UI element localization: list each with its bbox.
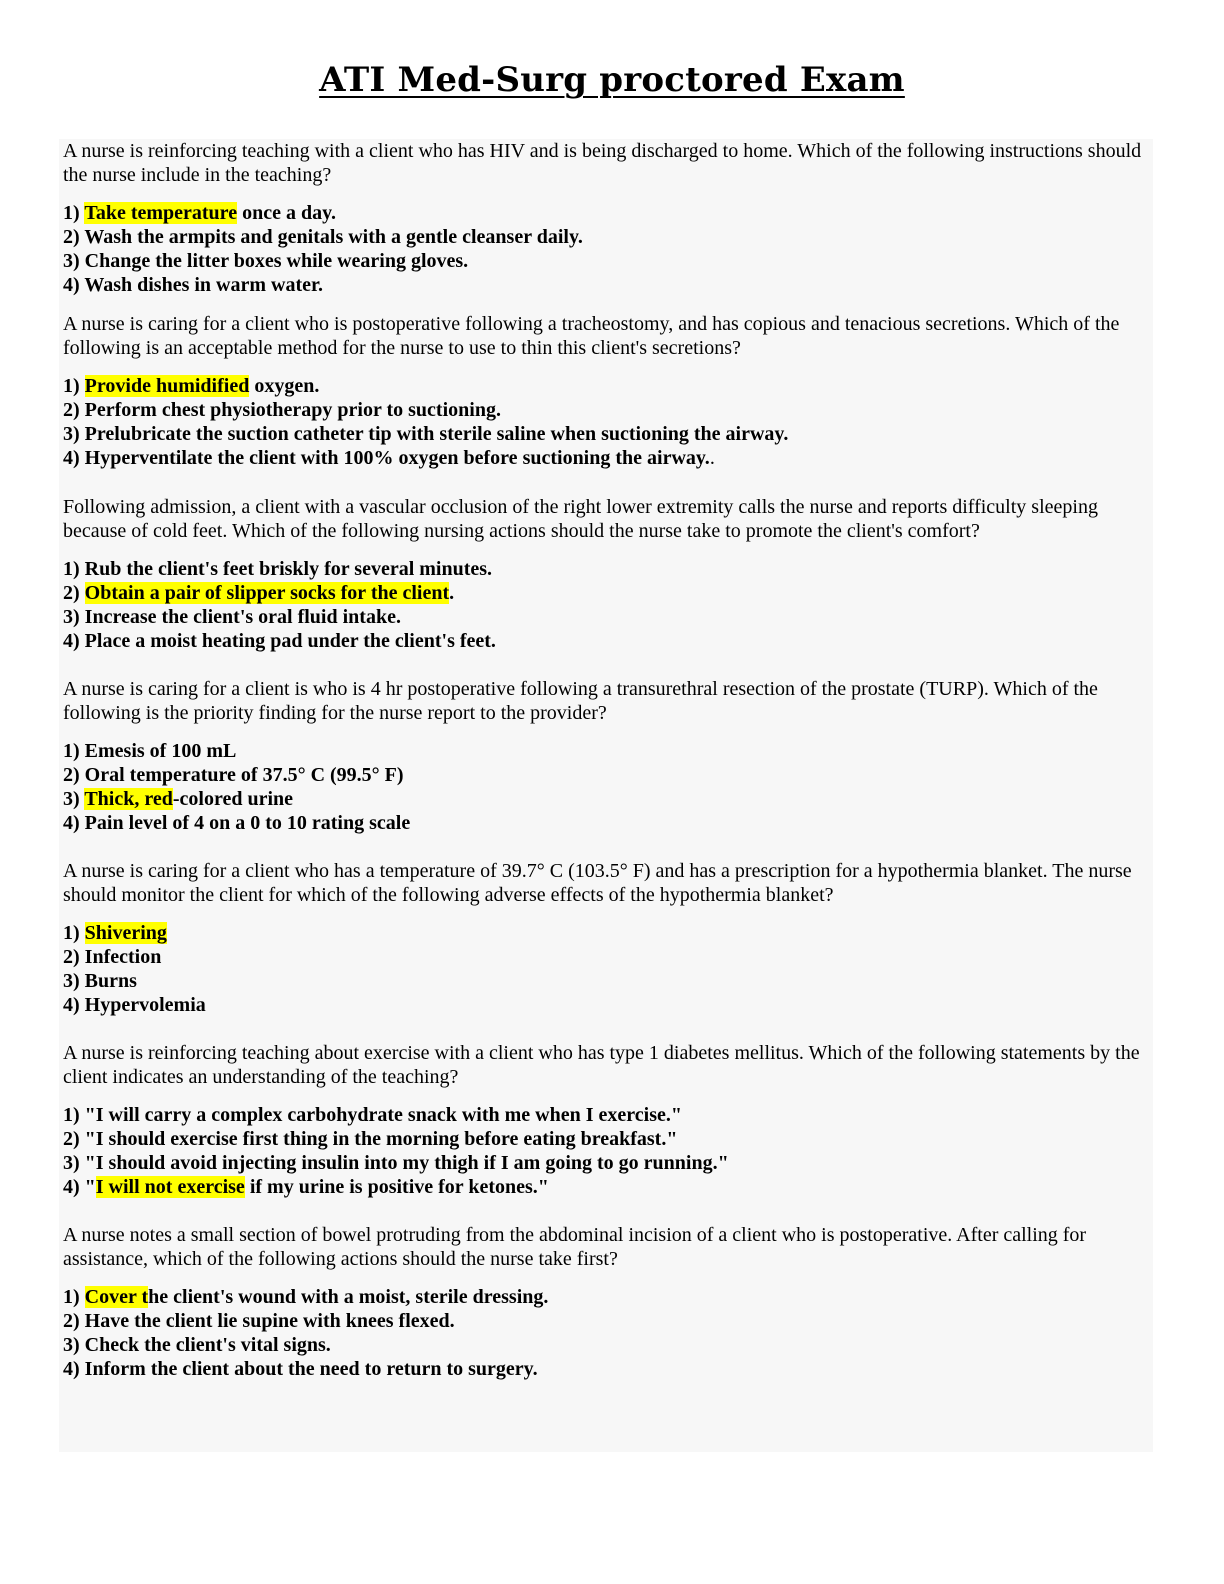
answer-option xyxy=(63,993,206,1017)
option-text: Inform the client about the need to return to surgery. xyxy=(84,1358,538,1380)
answer-option xyxy=(63,629,496,653)
highlighted-answer: Provide humidified xyxy=(84,375,250,397)
answer-option xyxy=(63,1175,729,1199)
page-title: ATI Med-Surg proctored Exam xyxy=(319,60,905,100)
option-text: Hypervolemia xyxy=(84,994,206,1016)
answer-option xyxy=(63,581,496,605)
option-text: Perform chest physiotherapy prior to suctioning. xyxy=(84,399,501,421)
answer-option xyxy=(63,605,496,629)
option-text: Pain level of 4 on a 0 to 10 rating scale xyxy=(84,812,411,834)
option-number: 2) xyxy=(63,1310,85,1332)
answer-option xyxy=(63,969,206,993)
option-text: Change the litter boxes while wearing gloves. xyxy=(84,250,469,272)
option-number: 2) xyxy=(63,946,85,968)
answer-option xyxy=(63,398,788,422)
answer-options xyxy=(63,374,788,470)
question-block xyxy=(63,1041,1145,1198)
option-text: Emesis of 100 mL xyxy=(84,740,237,762)
highlighted-answer: Cover t xyxy=(84,1286,149,1308)
option-number: 1) xyxy=(63,558,85,580)
answer-option xyxy=(63,446,788,470)
option-text: Check the client's vital signs. xyxy=(84,1334,331,1356)
answer-option xyxy=(63,763,410,787)
option-number: 4) xyxy=(63,274,85,296)
answer-option xyxy=(63,422,788,446)
answer-option xyxy=(63,739,410,763)
highlighted-answer: Shivering xyxy=(84,922,167,944)
question-stem: A nurse is reinforcing teaching about exercise with a client who has type 1 diabetes mellitus. Which of the following statements by the client indicates an understanding of the teaching? xyxy=(63,1042,1140,1088)
option-number: 4) xyxy=(63,812,85,834)
highlighted-answer: I will not exercise xyxy=(95,1176,245,1198)
answer-option xyxy=(63,249,583,273)
answer-options xyxy=(63,1103,729,1199)
answer-options xyxy=(63,921,206,1017)
answer-options xyxy=(63,739,410,835)
question-block xyxy=(63,859,1145,1016)
exam-content xyxy=(59,139,1153,1452)
option-text: Prelubricate the suction catheter tip with sterile saline when suctioning the airway. xyxy=(84,423,789,445)
option-number: 2) xyxy=(63,764,85,786)
answer-options xyxy=(63,201,583,297)
option-number: 4) " xyxy=(63,1176,96,1198)
option-text: "I should avoid injecting insulin into my thigh if I am going to go running." xyxy=(84,1152,729,1174)
answer-option xyxy=(63,787,410,811)
question-block xyxy=(63,139,1145,296)
option-number: 1) xyxy=(63,202,85,224)
option-number: 3) xyxy=(63,970,85,992)
option-text: Wash dishes in warm water. xyxy=(84,274,324,296)
answer-option xyxy=(63,1127,729,1151)
highlighted-answer: Thick, red xyxy=(84,788,173,810)
option-number: 4) xyxy=(63,994,85,1016)
option-number: 3) xyxy=(63,788,85,810)
answer-option xyxy=(63,921,206,945)
option-text: Hyperventilate the client with 100% oxygen before suctioning the airway. xyxy=(84,447,710,469)
option-number: 4) xyxy=(63,630,85,652)
option-text: . xyxy=(449,582,455,604)
option-number: 1) xyxy=(63,375,85,397)
question-block xyxy=(63,312,1145,469)
answer-option xyxy=(63,201,583,225)
option-number: 1) xyxy=(63,1286,85,1308)
answer-options xyxy=(63,1285,548,1381)
option-text: Have the client lie supine with knees flexed. xyxy=(84,1310,455,1332)
option-number: 1) xyxy=(63,1104,85,1126)
answer-option xyxy=(63,374,788,398)
option-text: oxygen. xyxy=(249,375,320,397)
answer-option xyxy=(63,1357,548,1381)
question-stem: A nurse is caring for a client who has a temperature of 39.7° C (103.5° F) and has a prescription for a hypothermia blanket. The nurse should monitor the client for which of the following adverse effects of the hypothermia blanket? xyxy=(63,860,1132,906)
option-number: 4) xyxy=(63,447,85,469)
option-text: once a day. xyxy=(237,202,336,224)
option-number: 3) xyxy=(63,606,85,628)
option-text: Increase the client's oral fluid intake. xyxy=(84,606,401,628)
answer-option xyxy=(63,1285,548,1309)
option-number: 4) xyxy=(63,1358,85,1380)
answer-option xyxy=(63,1151,729,1175)
question-stem: A nurse is caring for a client is who is 4 hr postoperative following a transurethral resection of the prostate (TURP). Which of the following is the priority finding for the nurse report to the provider? xyxy=(63,678,1098,724)
option-text: Wash the armpits and genitals with a gentle cleanser daily. xyxy=(84,226,583,248)
option-text: if my urine is positive for ketones." xyxy=(244,1176,549,1198)
question-block xyxy=(63,495,1145,652)
answer-option xyxy=(63,1103,729,1127)
option-number: 3) xyxy=(63,250,85,272)
option-text: he client's wound with a moist, sterile dressing. xyxy=(148,1286,549,1308)
option-number: 2) xyxy=(63,1128,85,1150)
option-number: 3) xyxy=(63,1334,85,1356)
option-text: Place a moist heating pad under the client's feet. xyxy=(84,630,496,652)
option-number: 3) xyxy=(63,1152,85,1174)
option-text: Rub the client's feet briskly for several minutes. xyxy=(84,558,493,580)
highlighted-answer: Take temperature xyxy=(84,202,238,224)
answer-option xyxy=(63,1309,548,1333)
question-stem: A nurse is caring for a client who is postoperative following a tracheostomy, and has copious and tenacious secretions. Which of the following is an acceptable method for the nurse to use to thin this client's secretions? xyxy=(63,313,1120,359)
question-stem: Following admission, a client with a vascular occlusion of the right lower extremity calls the nurse and reports difficulty sleeping because of cold feet. Which of the following nursing actions should the nurse take to promote the client's comfort? xyxy=(63,496,1098,542)
answer-option xyxy=(63,1333,548,1357)
answer-option xyxy=(63,273,583,297)
option-text: Infection xyxy=(84,946,162,968)
option-text: -colored urine xyxy=(172,788,294,810)
option-text: "I will carry a complex carbohydrate snack with me when I exercise." xyxy=(84,1104,682,1126)
option-number: 1) xyxy=(63,740,85,762)
question-stem: A nurse is reinforcing teaching with a client who has HIV and is being discharged to home. Which of the following instructions should the nurse include in the teaching? xyxy=(63,140,1142,186)
option-text: Burns xyxy=(84,970,137,992)
option-text: "I should exercise first thing in the morning before eating breakfast." xyxy=(84,1128,678,1150)
option-number: 2) xyxy=(63,582,85,604)
answer-options xyxy=(63,557,496,653)
question-block xyxy=(63,1223,1145,1380)
option-number: 3) xyxy=(63,423,85,445)
highlighted-answer: Obtain a pair of slipper socks for the client xyxy=(84,582,450,604)
answer-option xyxy=(63,945,206,969)
option-trailing-text: . xyxy=(709,447,715,469)
option-number: 2) xyxy=(63,399,85,421)
answer-option xyxy=(63,225,583,249)
answer-option xyxy=(63,811,410,835)
question-block xyxy=(63,677,1145,834)
option-number: 1) xyxy=(63,922,85,944)
answer-option xyxy=(63,557,496,581)
question-stem: A nurse notes a small section of bowel protruding from the abdominal incision of a client who is postoperative. After calling for assistance, which of the following actions should the nurse take first? xyxy=(63,1224,1087,1270)
option-text: Oral temperature of 37.5° C (99.5° F) xyxy=(84,764,404,786)
option-number: 2) xyxy=(63,226,85,248)
